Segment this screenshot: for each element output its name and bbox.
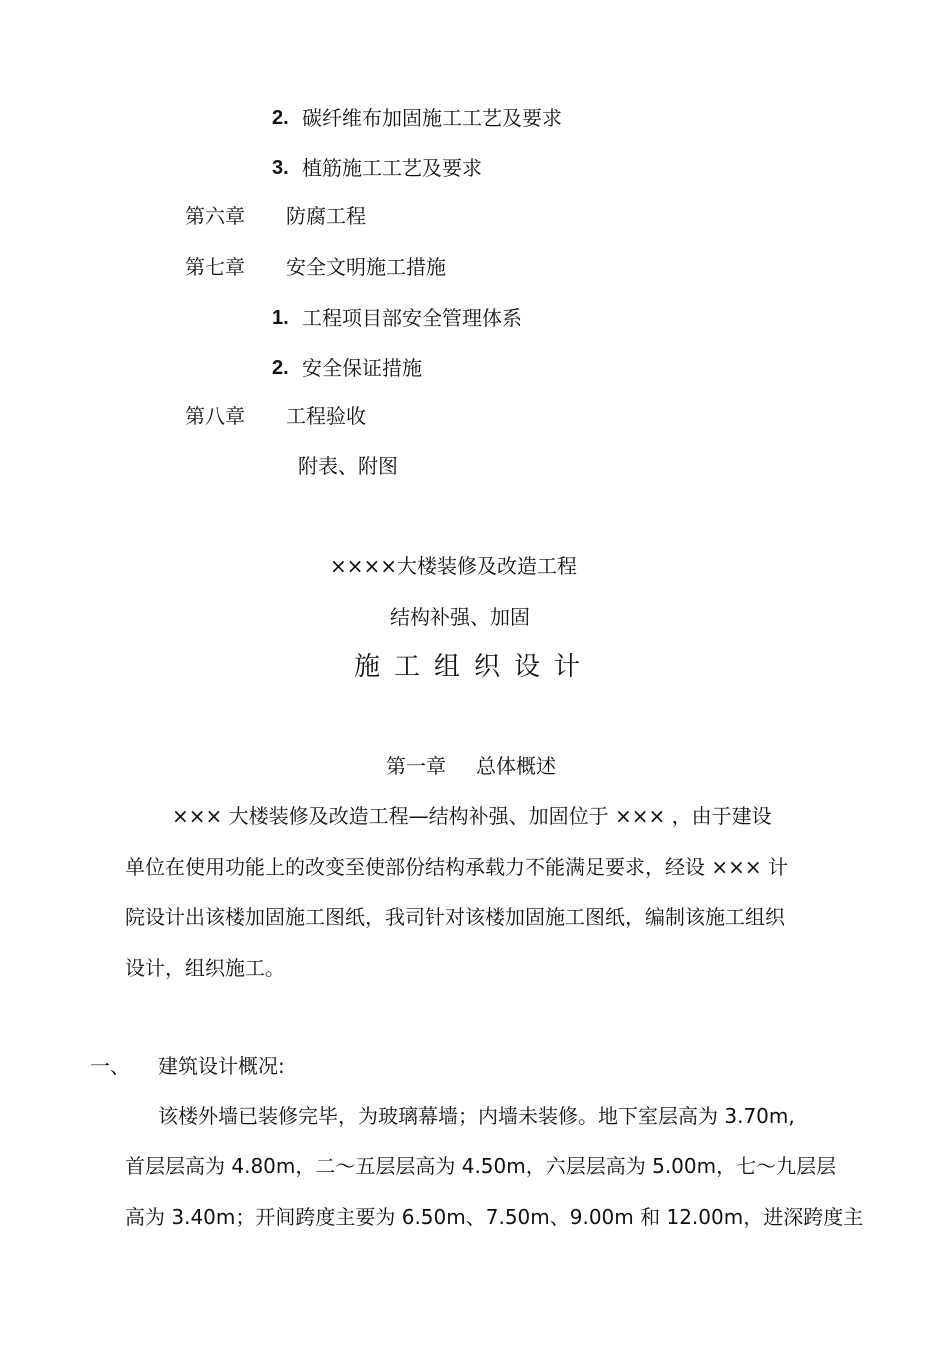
toc-chapter-title: 工程验收 bbox=[286, 404, 366, 428]
toc-item-title: 碳纤维布加固施工工艺及要求 bbox=[302, 106, 562, 130]
chapter-title: 总体概述 bbox=[476, 754, 556, 778]
toc-chapter-title: 安全文明施工措施 bbox=[286, 255, 446, 279]
toc-chapter-label: 第七章 bbox=[185, 255, 245, 279]
paragraph-line: ××× 大楼装修及改造工程—结构补强、加固位于 ××× ，由于建设 bbox=[172, 804, 772, 828]
chapter-label: 第一章 bbox=[386, 754, 446, 778]
toc-appendix: 附表、附图 bbox=[298, 454, 398, 478]
toc-chapter-label: 第六章 bbox=[185, 204, 245, 228]
paragraph-line: 首层层高为 4.80m，二～五层层高为 4.50m，六层层高为 5.00m，七～九层层 bbox=[125, 1154, 837, 1178]
toc-chapter-label: 第八章 bbox=[185, 404, 245, 428]
document-title-subject: 结构补强、加固 bbox=[390, 605, 530, 629]
paragraph-line: 单位在使用功能上的改变至使部份结构承载力不能满足要求，经设 ××× 计 bbox=[125, 855, 788, 879]
paragraph-line: 高为 3.40m；开间跨度主要为 6.50m、7.50m、9.00m 和 12.00m，进深跨度主 bbox=[125, 1205, 864, 1229]
toc-item-number: 3. bbox=[272, 157, 289, 179]
toc-item-title: 植筋施工工艺及要求 bbox=[302, 156, 482, 180]
toc-item-number: 1. bbox=[272, 307, 289, 329]
document-title-project: ××××大楼装修及改造工程 bbox=[330, 554, 578, 578]
document-title-main: 施工组织设计 bbox=[354, 652, 595, 682]
paragraph-line: 该楼外墙已装修完毕，为玻璃幕墙；内墙未装修。地下室层高为 3.70m, bbox=[158, 1104, 795, 1128]
paragraph-line: 设计，组织施工。 bbox=[125, 956, 285, 980]
section-title: 建筑设计概况: bbox=[158, 1054, 285, 1078]
toc-chapter-title: 防腐工程 bbox=[286, 204, 366, 228]
toc-item-title: 工程项目部安全管理体系 bbox=[302, 306, 522, 330]
toc-item-title: 安全保证措施 bbox=[302, 356, 422, 380]
toc-item-number: 2. bbox=[272, 357, 289, 379]
paragraph-line: 院设计出该楼加固施工图纸，我司针对该楼加固施工图纸，编制该施工组织 bbox=[125, 905, 785, 929]
section-number: 一、 bbox=[90, 1054, 130, 1078]
toc-item-number: 2. bbox=[272, 107, 289, 129]
